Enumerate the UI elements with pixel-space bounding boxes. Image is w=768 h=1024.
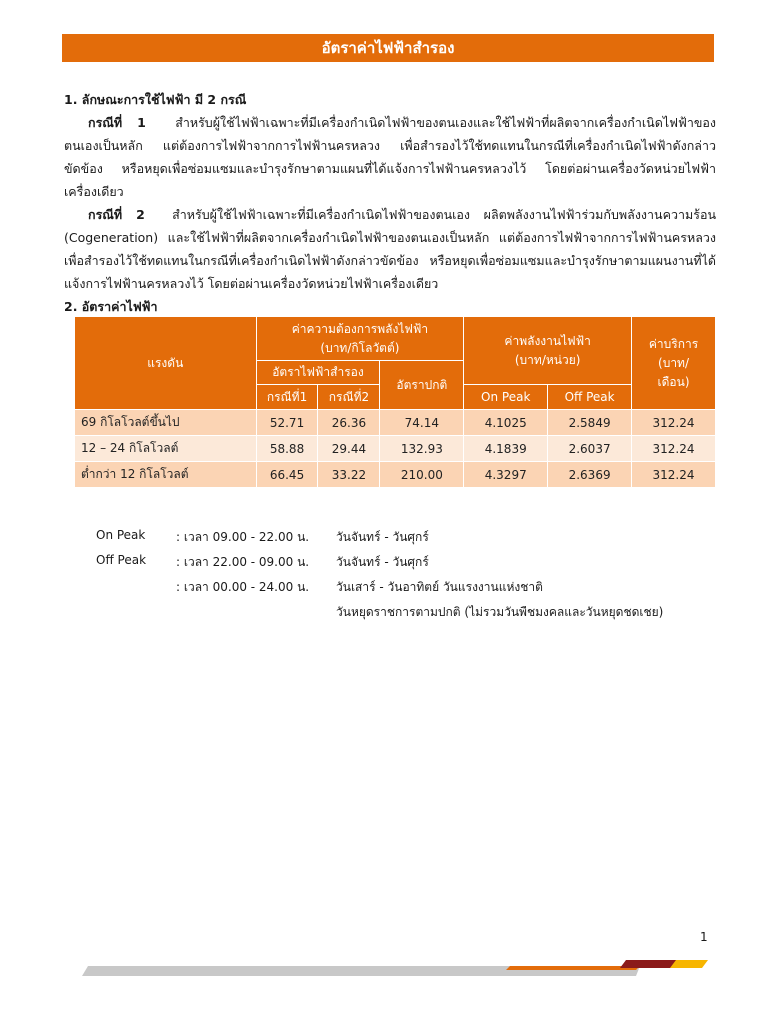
demand-charge-header bbox=[256, 317, 464, 361]
service-charge-cell: 312.24 bbox=[632, 462, 716, 488]
schedule-time: : เวลา 22.00 - 09.00 น. bbox=[176, 555, 310, 569]
energy-charge-header bbox=[464, 317, 632, 385]
page-title: อัตราค่าไฟฟ้าสำรอง bbox=[62, 34, 714, 62]
on-peak-header: On Peak bbox=[464, 385, 548, 410]
case-1-paragraph bbox=[64, 111, 716, 203]
case-2-cell: 26.36 bbox=[318, 410, 380, 436]
service-charge-unit-1: (บาท/ bbox=[658, 355, 690, 370]
energy-charge-title: ค่าพลังงานไฟฟ้า bbox=[504, 333, 591, 348]
schedule-time: : เวลา 00.00 - 24.00 น. bbox=[176, 580, 310, 594]
case-2-text: สำหรับผู้ใช้ไฟฟ้าเฉพาะที่มีเครื่องกำเนิดไฟฟ้าของตนเอง ผลิตพลังงานไฟฟ้าร่วมกับพลังงานความร้อน (Cogeneration) และใช้ไฟฟ้าที่ผลิตจากเครื่องกำเนิดไฟฟ้าของตนเองเป็นหลัก แต่ต้องการไฟฟ้าจากการไฟฟ้านครหลวง เพื่อสำรองไว้ใช้ทดแทนในกรณีที่เครื่องกำเนิดไฟฟ้าดังกล่าวขัดข้อง หรือหยุดเพื่อซ่อมแซมและบำรุงรักษาตามแผนงานที่ได้แจ้งการไฟฟ้านครหลวงไว้ โดยต่อผ่านเครื่องวัดหน่วยไฟฟ้าเครื่องเดียว bbox=[64, 207, 716, 291]
voltage-cell: 12 – 24 กิโลโวลต์ bbox=[75, 436, 257, 462]
off-peak-cell: 2.6369 bbox=[548, 462, 632, 488]
service-charge-header bbox=[632, 317, 716, 410]
section-1-heading: 1. ลักษณะการใช้ไฟฟ้า มี 2 กรณี bbox=[64, 92, 247, 107]
schedule-label: On Peak bbox=[96, 528, 146, 542]
table-row bbox=[75, 436, 716, 462]
case-2-cell: 33.22 bbox=[318, 462, 380, 488]
section-2-heading: 2. อัตราค่าไฟฟ้า bbox=[64, 299, 158, 314]
document-body bbox=[64, 88, 716, 318]
table-row bbox=[75, 462, 716, 488]
on-peak-cell: 4.1025 bbox=[464, 410, 548, 436]
footer-yellow-stripe bbox=[670, 960, 708, 968]
voltage-header: แรงดัน bbox=[75, 317, 257, 410]
case-1-cell: 58.88 bbox=[256, 436, 318, 462]
schedule-days: วันเสาร์ - วันอาทิตย์ วันแรงงานแห่งชาติ bbox=[336, 580, 543, 594]
case-2-paragraph bbox=[64, 203, 716, 295]
voltage-cell: ต่ำกว่า 12 กิโลโวลต์ bbox=[75, 462, 257, 488]
service-charge-unit-2: เดือน) bbox=[657, 374, 690, 389]
service-charge-cell: 312.24 bbox=[632, 436, 716, 462]
demand-charge-unit: (บาท/กิโลวัตต์) bbox=[320, 340, 400, 355]
schedule-days: วันจันทร์ - วันศุกร์ bbox=[336, 555, 429, 569]
footer-orange-stripe bbox=[506, 966, 640, 970]
footer-decoration bbox=[80, 956, 720, 980]
case-1-cell: 52.71 bbox=[256, 410, 318, 436]
on-peak-cell: 4.3297 bbox=[464, 462, 548, 488]
normal-rate-cell: 74.14 bbox=[380, 410, 464, 436]
off-peak-cell: 2.5849 bbox=[548, 410, 632, 436]
page-number: 1 bbox=[700, 930, 708, 944]
on-peak-cell: 4.1839 bbox=[464, 436, 548, 462]
schedule-days: วันจันทร์ - วันศุกร์ bbox=[336, 530, 429, 544]
case-1-cell: 66.45 bbox=[256, 462, 318, 488]
service-charge-title: ค่าบริการ bbox=[648, 336, 699, 351]
demand-charge-title: ค่าความต้องการพลังไฟฟ้า bbox=[291, 321, 429, 336]
schedule-time: : เวลา 09.00 - 22.00 น. bbox=[176, 530, 310, 544]
case-2-cell: 29.44 bbox=[318, 436, 380, 462]
service-charge-cell: 312.24 bbox=[632, 410, 716, 436]
case-2-header: กรณีที่2 bbox=[318, 385, 380, 410]
schedule-days: วันหยุดราชการตามปกติ (ไม่รวมวันพืชมงคลและวันหยุดชดเชย) bbox=[336, 605, 664, 619]
voltage-cell: 69 กิโลโวลต์ขึ้นไป bbox=[75, 410, 257, 436]
normal-rate-header: อัตราปกติ bbox=[380, 361, 464, 410]
rate-table bbox=[74, 316, 716, 488]
table-row bbox=[75, 410, 716, 436]
normal-rate-cell: 210.00 bbox=[380, 462, 464, 488]
reserve-rate-header: อัตราไฟฟ้าสำรอง bbox=[256, 361, 380, 385]
normal-rate-cell: 132.93 bbox=[380, 436, 464, 462]
off-peak-cell: 2.6037 bbox=[548, 436, 632, 462]
case-1-text: สำหรับผู้ใช้ไฟฟ้าเฉพาะที่มีเครื่องกำเนิดไฟฟ้าของตนเองและใช้ไฟฟ้าที่ผลิตจากเครื่องกำเนิดไฟฟ้าของตนเองเป็นหลัก แต่ต้องการไฟฟ้าจากการไฟฟ้านครหลวง เพื่อสำรองไว้ใช้ทดแทนในกรณีที่เครื่องกำเนิดไฟฟ้าดังกล่าวขัดข้อง หรือหยุดเพื่อซ่อมแซมและบำรุงรักษาตามแผนที่ได้แจ้งการไฟฟ้านครหลวงไว้ โดยต่อผ่านเครื่องวัดหน่วยไฟฟ้าเครื่องเดียว bbox=[64, 115, 716, 199]
case-2-label: กรณีที่ 2 bbox=[88, 207, 145, 222]
case-1-label: กรณีที่ 1 bbox=[88, 115, 146, 130]
energy-charge-unit: (บาท/หน่วย) bbox=[514, 352, 581, 367]
case-1-header: กรณีที่1 bbox=[256, 385, 318, 410]
schedule-label: Off Peak bbox=[96, 553, 147, 567]
off-peak-header: Off Peak bbox=[548, 385, 632, 410]
